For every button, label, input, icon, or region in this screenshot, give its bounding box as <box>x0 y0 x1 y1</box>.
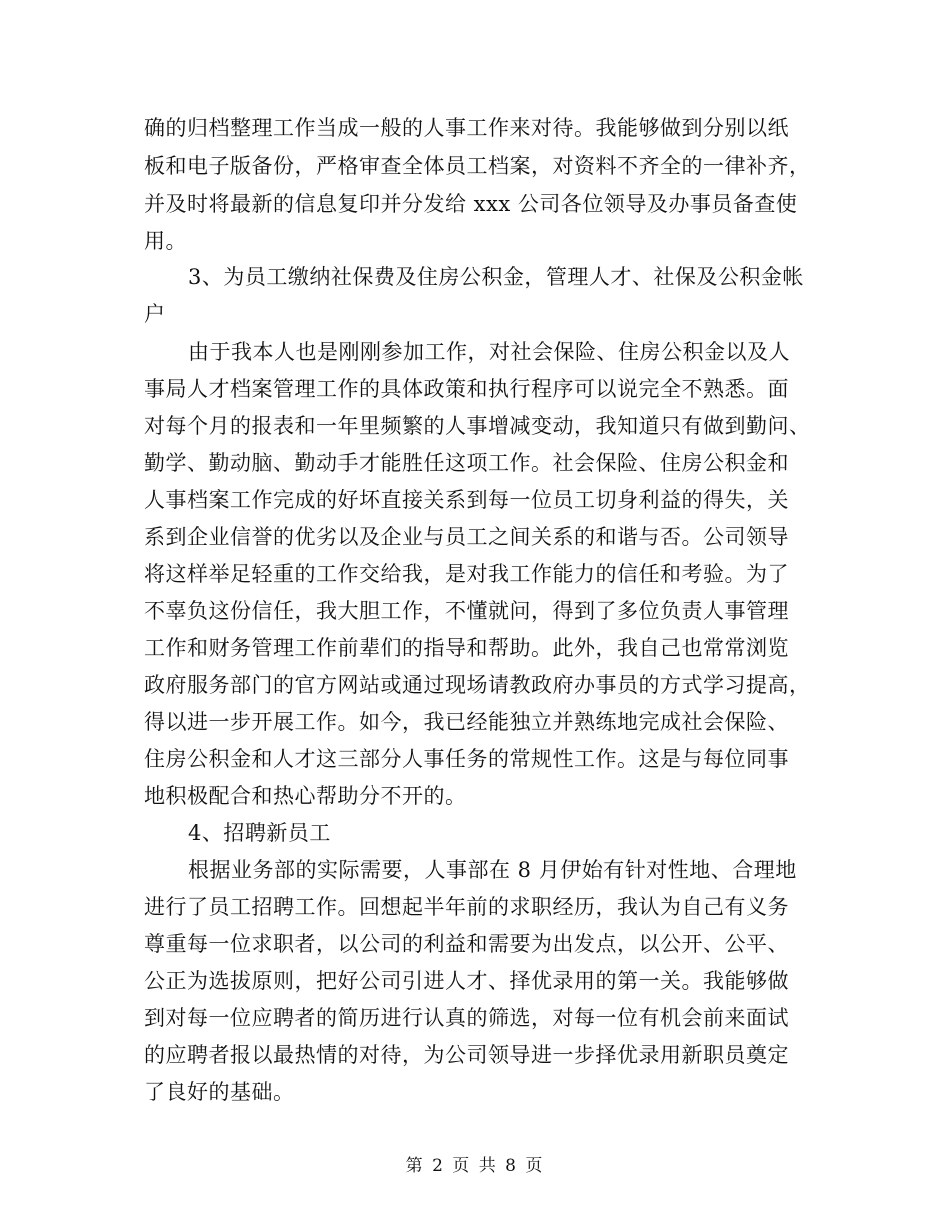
body-line: 政府服务部门的官方网站或通过现场请教政府办事员的方式学习提高， <box>144 673 811 697</box>
body-line: 住房公积金和人才这三部分人事任务的常规性工作。这是与每位同事 <box>144 747 789 771</box>
body-line: 了良好的基础。 <box>144 1080 295 1104</box>
body-line: 确的归档整理工作当成一般的人事工作来对待。我能够做到分别以纸 <box>144 116 789 140</box>
body-line: 由于我本人也是刚刚参加工作，对社会保险、住房公积金以及人 <box>188 340 790 364</box>
body-line: 并及时将最新的信息复印并分发给 xxx 公司各位领导及办事员备查使 <box>144 192 798 216</box>
body-line: 人事档案工作完成的好坏直接关系到每一位员工切身利益的得失，关 <box>144 488 789 512</box>
body-line: 不辜负这份信任，我大胆工作，不懂就问，得到了多位负责人事管理 <box>144 599 789 623</box>
body-line: 得以进一步开展工作。如今，我已经能独立并熟练地完成社会保险、 <box>144 710 789 734</box>
body-line: 板和电子版备份，严格审查全体员工档案，对资料不齐全的一律补齐， <box>144 154 811 178</box>
body-line: 进行了员工招聘工作。回想起半年前的求职经历，我认为自己有义务 <box>144 895 789 919</box>
body-line: 公正为选拔原则，把好公司引进人才、择优录用的第一关。我能够做 <box>144 969 789 993</box>
section-heading: 4、招聘新员工 <box>188 821 331 845</box>
body-line: 对每个月的报表和一年里频繁的人事增减变动，我知道只有做到勤问、 <box>144 414 811 438</box>
section-heading-continuation: 户 <box>144 302 166 326</box>
body-line: 的应聘者报以最热情的对待，为公司领导进一步择优录用新职员奠定 <box>144 1043 789 1067</box>
body-line: 地积极配合和热心帮助分不开的。 <box>144 784 467 808</box>
page-number-footer: 第 2 页 共 8 页 <box>405 1156 545 1176</box>
section-heading: 3、为员工缴纳社保费及住房公积金，管理人才、社保及公积金帐 <box>188 265 804 289</box>
body-line: 根据业务部的实际需要，人事部在 8 月伊始有针对性地、合理地 <box>188 858 797 882</box>
body-line: 到对每一位应聘者的简历进行认真的筛选，对每一位有机会前来面试 <box>144 1006 789 1030</box>
body-line: 工作和财务管理工作前辈们的指导和帮助。此外，我自己也常常浏览 <box>144 636 789 660</box>
body-line: 勤学、勤动脑、勤动手才能胜任这项工作。社会保险、住房公积金和 <box>144 451 789 475</box>
body-line: 用。 <box>144 229 187 253</box>
body-line: 事局人才档案管理工作的具体政策和执行程序可以说完全不熟悉。面 <box>144 377 789 401</box>
body-line: 尊重每一位求职者，以公司的利益和需要为出发点，以公开、公平、 <box>144 932 789 956</box>
body-line: 将这样举足轻重的工作交给我，是对我工作能力的信任和考验。为了 <box>144 562 789 586</box>
body-line: 系到企业信誉的优劣以及企业与员工之间关系的和谐与否。公司领导 <box>144 525 789 549</box>
